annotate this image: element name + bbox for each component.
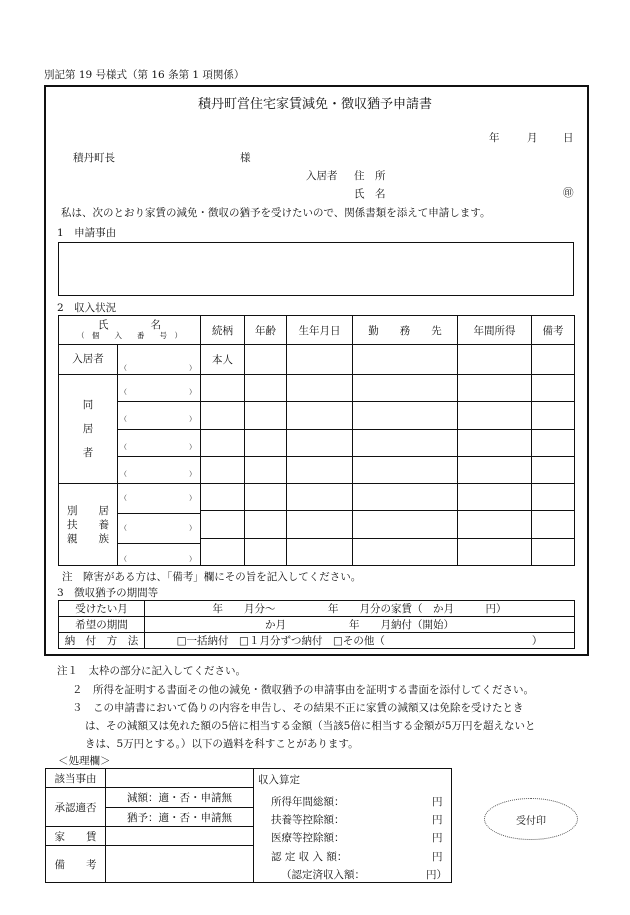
form-title: 積丹町営住宅家賃減免・徴収猶予申請書	[197, 97, 432, 112]
deferral-table	[58, 600, 575, 649]
reception-stamp: 受付印	[484, 798, 578, 840]
form-id: 別記第 19 号様式（第 16 条第 1 項関係）	[44, 69, 245, 81]
processing-table	[45, 768, 452, 883]
deferral-period-value[interactable]: か月 年 月納付（開始）	[145, 617, 575, 633]
table-row	[59, 601, 575, 617]
calc-label-medical: 医療等控除額：	[271, 832, 345, 844]
deferral-period-label: 希望の期間	[59, 617, 145, 633]
header-age: 年齢	[245, 316, 287, 345]
applicant-name-label: 氏 名	[354, 188, 386, 200]
header-work: 勤 務 先	[353, 316, 458, 345]
payment-method-label: 納 付 方 法	[59, 633, 145, 649]
calc-label-total: 所得年間総額：	[271, 796, 345, 808]
calc-label-dependent: 扶養等控除額：	[271, 814, 345, 826]
section2-title: 2 収入状況	[57, 302, 117, 314]
income-table	[58, 315, 575, 566]
calc-title: 収入算定	[258, 774, 300, 786]
table-row: 同 居 者 （ ） （ ） （ ） （ ）	[59, 375, 575, 484]
table-row: 入居者 （ ） 本人	[59, 345, 575, 375]
section2-note: 注 障害がある方は、「備考」欄にその旨を記入してください。	[62, 571, 362, 583]
date-year: 年	[489, 132, 500, 144]
date-day: 日	[563, 132, 574, 144]
intro-text: 私は、次のとおり家賃の減免・徴収の猶予を受けたいので、関係書類を添えて申請します。	[61, 207, 491, 219]
header-name: 氏 名 （ 個 入 番 号 ）	[59, 316, 201, 345]
note-2: ２ 所得を証明する書面その他の減免・徴収猶予の申請事由を証明する書面を添付してください。	[72, 684, 534, 696]
calc-unit-medical: 円	[432, 832, 443, 844]
calc-unit-approved: 円）	[426, 869, 447, 881]
deferral-month-label: 受けたい月	[59, 601, 145, 617]
separate-label: 別 居 扶 養 親 族	[59, 484, 118, 565]
date-month: 月	[527, 132, 538, 144]
section3-title: 3 徴収猶予の期間等	[57, 587, 159, 599]
seal-mark: ㊞	[563, 187, 574, 199]
table-row: 別 居 扶 養 親 族 （ ） （ ） （ ）	[59, 484, 575, 566]
tenant-relation: 本人	[201, 345, 245, 375]
table-row	[59, 633, 575, 649]
approval-defer: 猶予：適・否・申請無	[106, 808, 254, 827]
calc-unit-total: 円	[432, 796, 443, 808]
note-3: ３ この申請書において偽りの内容を申告し、その結果不正に家賃の減額又は免除を受けたとき	[72, 702, 524, 714]
payment-method-value[interactable]: □一括納付 □１月分ずつ納付 □その他（ ）	[145, 633, 575, 649]
header-relation: 続柄	[201, 316, 245, 345]
header-birth: 生年月日	[287, 316, 353, 345]
remarks-label: 備 考	[46, 846, 106, 883]
rent-label: 家 賃	[46, 827, 106, 846]
calc-label-approved: （認定済収入額：	[281, 869, 365, 881]
header-income: 年間所得	[458, 316, 532, 345]
tenant-label: 入居者	[59, 345, 118, 374]
note-3-cont1: は、その減額又は免れた額の5倍に相当する金額（当該5倍に相当する金額が5万円を超えないと	[85, 720, 536, 732]
addressee-sama: 様	[240, 152, 251, 164]
processing-title: ＜処理欄＞	[58, 755, 111, 767]
calc-unit-certified: 円	[432, 851, 443, 863]
item-label: 該当事由	[46, 769, 106, 788]
header-remarks: 備考	[532, 316, 575, 345]
calc-unit-dependent: 円	[432, 814, 443, 826]
approval-reduce: 減額：適・否・申請無	[106, 788, 254, 808]
calc-label-certified: 認 定 収 入 額：	[271, 851, 348, 863]
note-1: 注１ 太枠の部分に記入してください。	[57, 665, 246, 677]
addressee-name: 積丹町長	[73, 152, 115, 164]
cohabit-label: 同 居 者	[59, 375, 118, 483]
section1-title: 1 申請事由	[57, 227, 117, 239]
reason-textarea[interactable]	[58, 242, 574, 296]
applicant-role: 入居者	[306, 170, 338, 182]
table-row	[59, 617, 575, 633]
note-3-cont2: きは、5万円とする。）以下の過料を科すことがあります。	[85, 738, 359, 750]
approval-label: 承認適否	[46, 788, 106, 827]
applicant-address-label: 住 所	[354, 170, 386, 182]
deferral-month-value[interactable]: 年 月分～ 年 月分の家賃（ か月 円）	[145, 601, 575, 617]
